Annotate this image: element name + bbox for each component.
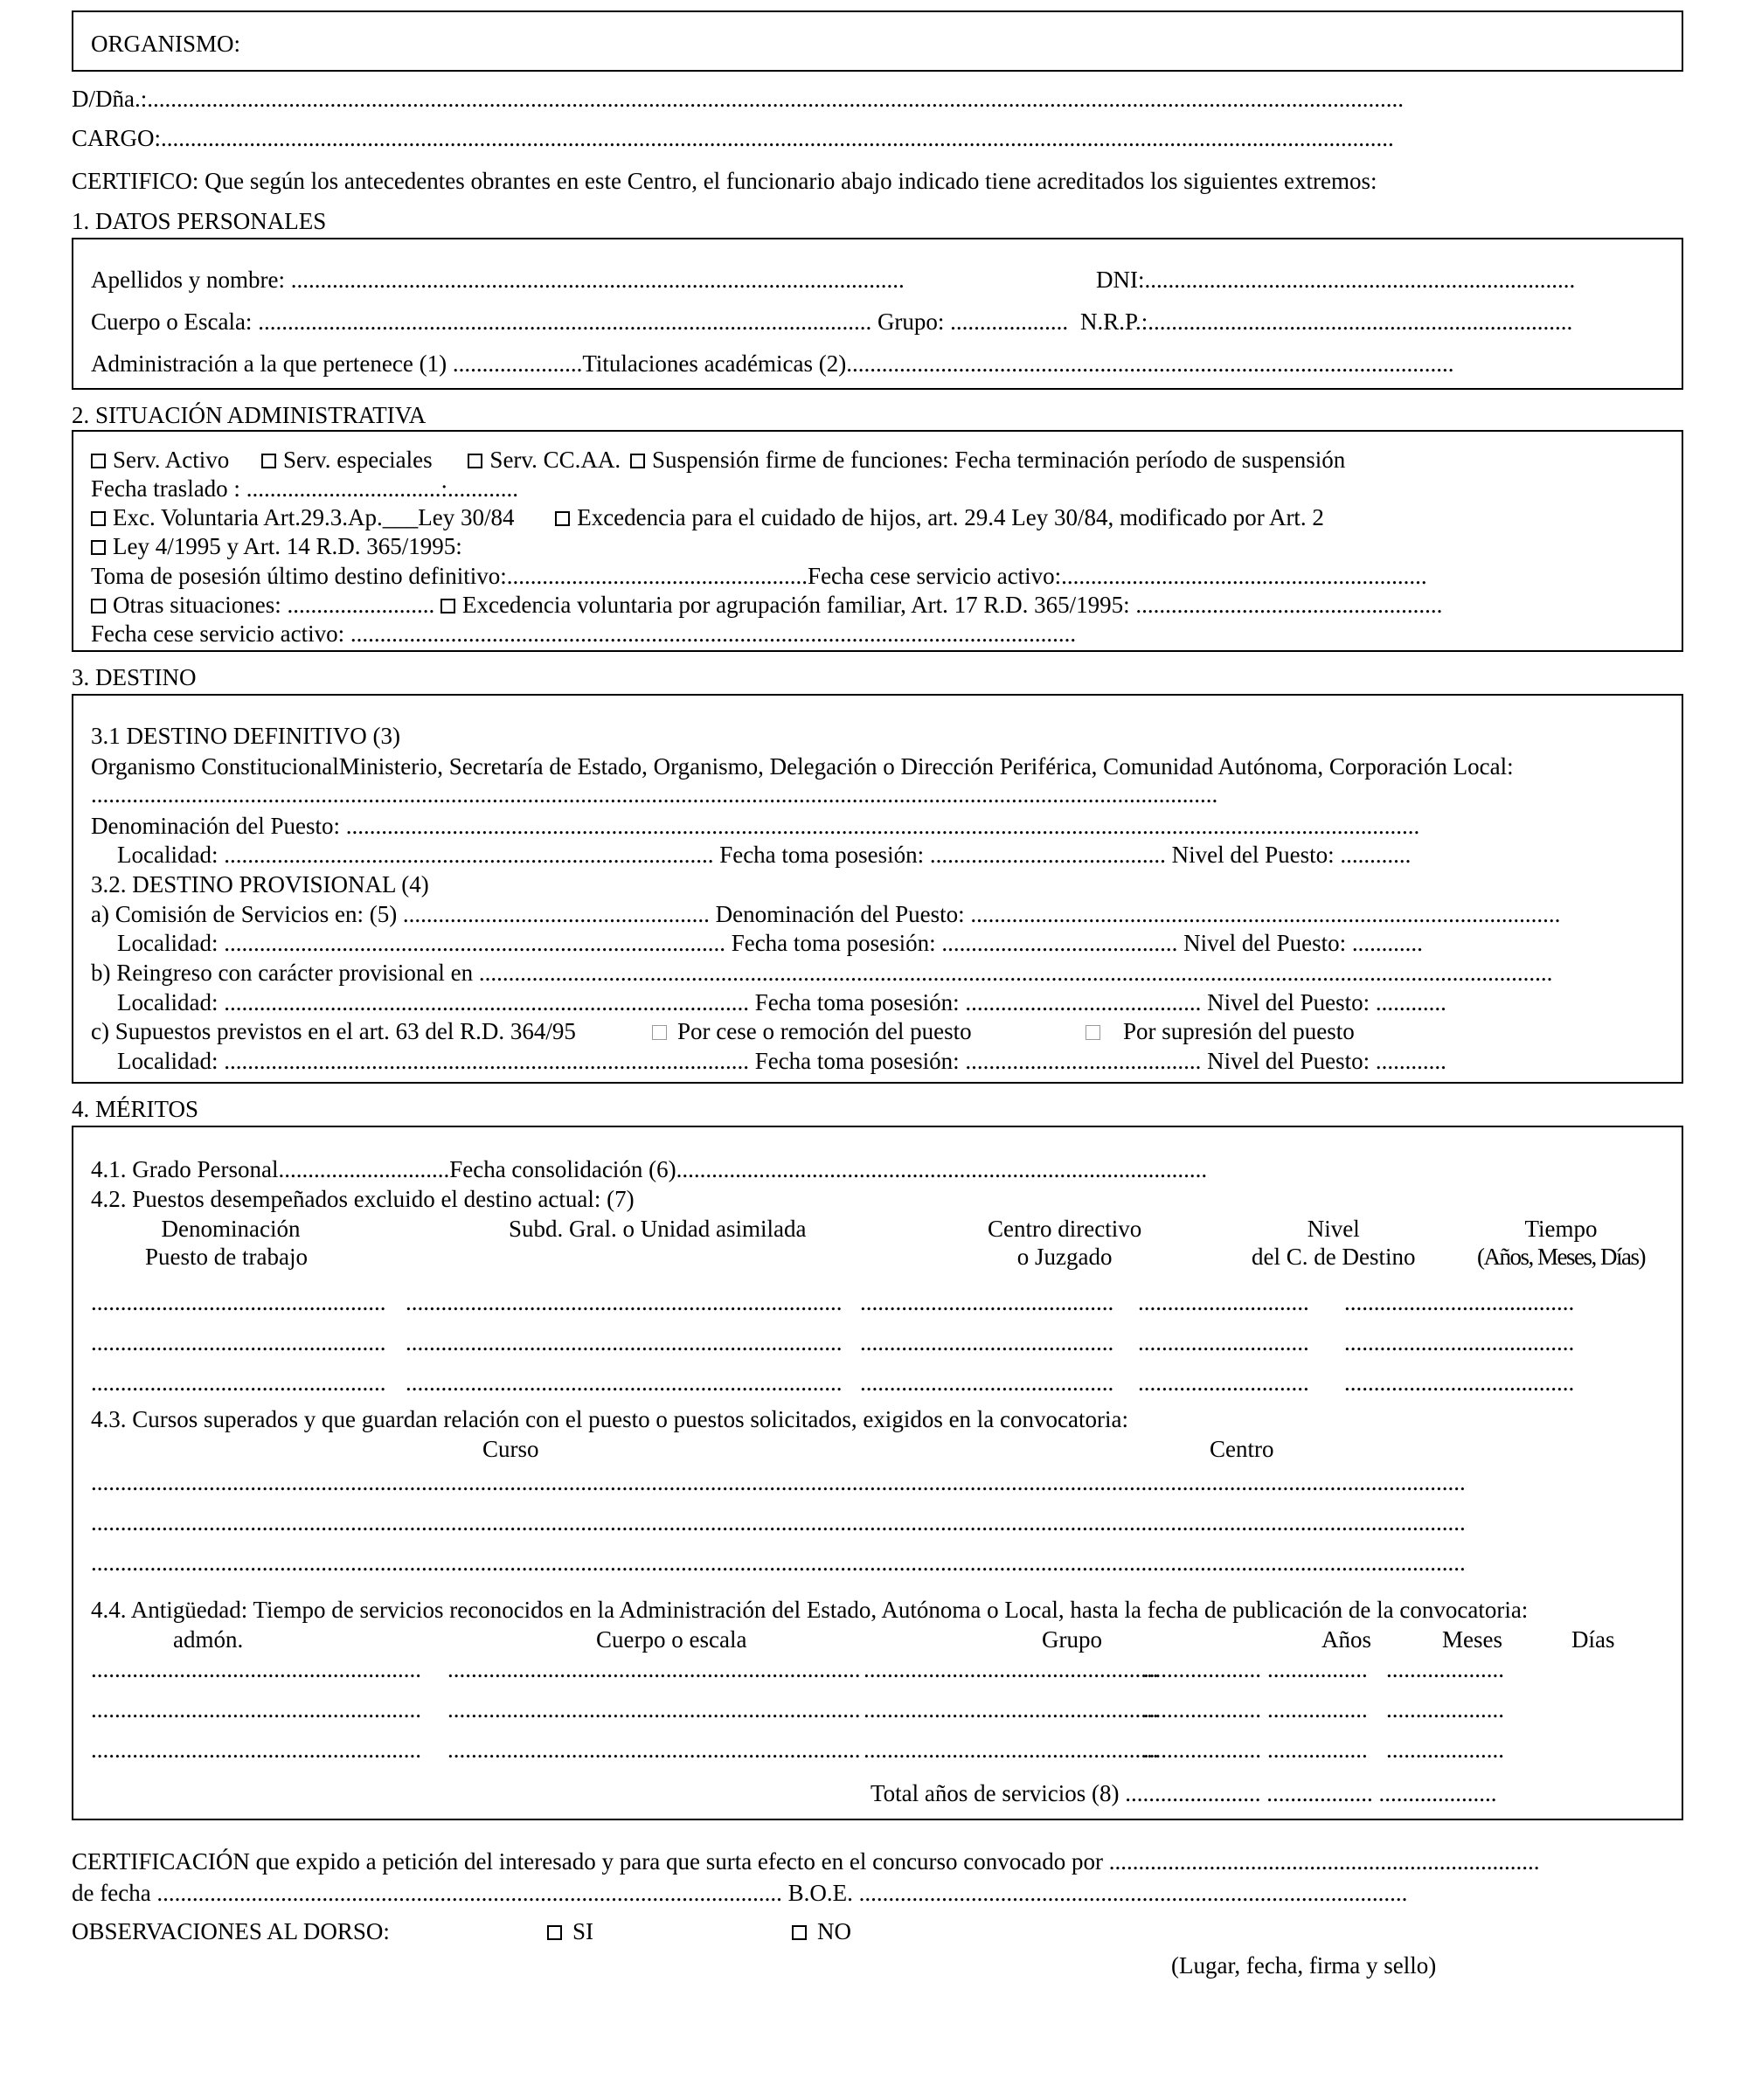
supuestos-label: c) Supuestos previstos en el art. 63 del R.D. 364/95 — [91, 1018, 576, 1044]
col-centro-header: Centro directivo o Juzgado — [988, 1216, 1142, 1270]
col-denominacion-header: Denominación Puesto de trabajo — [145, 1216, 308, 1270]
excedencia-hijos-checkbox[interactable]: Excedencia para el cuidado de hijos, art. 29.4 Ley 30/84, modificado por Art. 2 — [555, 504, 1324, 530]
col-nivel-header: Nivel del C. de Destino — [1252, 1216, 1416, 1270]
organismo-label: ORGANISMO: — [91, 31, 241, 57]
col-admon-header: admón. — [173, 1626, 244, 1653]
col-dias-header: Días — [1571, 1626, 1615, 1653]
certificacion-field[interactable]: CERTIFICACIÓN que expido a petición del interesado y para que surta efecto en el concurso convocado por ......................................................................... — [72, 1848, 1540, 1875]
curso-line[interactable]: ......................................................................................................................................................................................................................................... — [91, 1469, 1466, 1495]
puestos-desempenados-label: 4.2. Puestos desempeñados excluido el destino actual: (7) — [91, 1186, 635, 1212]
fecha-boe-field[interactable]: de fecha .......................................................................................................... B.O.E. ............................................................................................. — [72, 1880, 1408, 1906]
serv-ccaa-checkbox[interactable]: Serv. CC.AA. — [468, 447, 621, 473]
total-anos-row[interactable]: Total años de servicios (8) ....................... .................. .................... — [871, 1780, 1497, 1806]
reingreso-localidad-row[interactable]: Localidad: ......................................................................................... Fecha toma posesión: ........................................ Nivel del Puesto: ............ — [117, 989, 1446, 1015]
section-2-title: 2. SITUACIÓN ADMINISTRATIVA — [72, 402, 427, 428]
observaciones-label: OBSERVACIONES AL DORSO: — [72, 1918, 390, 1944]
supuestos-localidad-row[interactable]: Localidad: ......................................................................................... Fecha toma posesión: ........................................ Nivel del Puesto: ............ — [117, 1048, 1446, 1074]
col-cuerpo-header: Cuerpo o escala — [596, 1626, 747, 1653]
col-meses-header: Meses — [1442, 1626, 1502, 1653]
comision-servicios-row[interactable]: a) Comisión de Servicios en: (5) .................................................... Denominación del Puesto: .................................................................................................... — [91, 901, 1561, 927]
organismo-box — [72, 10, 1683, 72]
antiguedad-label: 4.4. Antigüedad: Tiempo de servicios reconocidos en la Administración del Estado, Autónoma o Local, hasta la fecha de publicación de la convocatoria: — [91, 1597, 1529, 1623]
section-4-title: 4. MÉRITOS — [72, 1096, 199, 1122]
col-centro-curso-header: Centro — [1210, 1436, 1274, 1462]
organismo-constitucional-label: Organismo ConstitucionalMinisterio, Secretaría de Estado, Organismo, Delegación o Dirección Periférica, Comunidad Autónoma, Corporación Local: — [91, 753, 1514, 780]
administracion-field[interactable]: Administración a la que pertenece (1) ......................Titulaciones académicas (2)....................................................................................................... — [91, 350, 1454, 377]
exc-voluntaria-checkbox[interactable]: Exc. Voluntaria Art.29.3.Ap.___Ley 30/84 — [91, 504, 514, 530]
observaciones-no-checkbox[interactable]: NO — [792, 1917, 851, 1945]
col-anos-header: Años — [1321, 1626, 1372, 1653]
curso-line[interactable]: ......................................................................................................................................................................................................................................... — [91, 1549, 1466, 1576]
situacion-row-1 — [91, 446, 1345, 474]
col-tiempo-header: Tiempo (Años, Meses, Días) — [1477, 1216, 1645, 1270]
certifico-text: CERTIFICO: Que según los antecedentes obrantes en este Centro, el funcionario abajo indicado tiene acreditados los siguientes extremos: — [72, 168, 1377, 194]
fecha-traslado-field[interactable]: Fecha traslado : .................................:............ — [91, 475, 518, 502]
organismo-constitucional-field[interactable]: ............................................................................................................................................................................................... — [91, 781, 1218, 807]
curso-line[interactable]: ......................................................................................................................................................................................................................................... — [91, 1509, 1466, 1535]
ley-checkbox[interactable]: Ley 4/1995 y Art. 14 R.D. 365/1995: — [91, 532, 462, 560]
destino-definitivo-title: 3.1 DESTINO DEFINITIVO (3) — [91, 723, 400, 749]
cursos-label: 4.3. Cursos superados y que guardan relación con el puesto o puestos solicitados, exigidos en la convocatoria: — [91, 1406, 1128, 1432]
situacion-row-3 — [91, 503, 1324, 531]
col-grupo-header: Grupo — [1042, 1626, 1102, 1653]
definitivo-localidad-row[interactable]: Localidad: ................................................................................... Fecha toma posesión: ........................................ Nivel del Puesto: ............ — [117, 842, 1412, 868]
destino-provisional-title: 3.2. DESTINO PROVISIONAL (4) — [91, 871, 429, 898]
comision-localidad-row[interactable]: Localidad: ..................................................................................... Fecha toma posesión: ........................................ Nivel del Puesto: ............ — [117, 930, 1423, 956]
otras-situaciones-checkbox[interactable]: Otras situaciones: ......................... — [91, 592, 434, 618]
cese-remocion-checkbox[interactable]: Por cese o remoción del puesto — [652, 1017, 972, 1045]
serv-especiales-checkbox[interactable]: Serv. especiales — [261, 447, 433, 473]
observaciones-si-checkbox[interactable]: SI — [547, 1917, 593, 1945]
grado-personal-field[interactable]: 4.1. Grado Personal.............................Fecha consolidación (6).......................................................................................... — [91, 1156, 1208, 1182]
serv-activo-checkbox[interactable]: Serv. Activo — [91, 447, 229, 473]
dni-field[interactable]: DNI:......................................................................... — [1096, 267, 1576, 293]
firma-label: (Lugar, fecha, firma y sello) — [1171, 1952, 1437, 1979]
suspension-checkbox[interactable]: Suspensión firme de funciones: Fecha terminación período de suspensión — [630, 447, 1345, 473]
section-3-title: 3. DESTINO — [72, 664, 197, 690]
supresion-checkbox[interactable]: Por supresión del puesto — [1086, 1017, 1355, 1045]
nrp-field[interactable]: N.R.P.:........................................................................ — [1080, 308, 1573, 335]
apellidos-field[interactable]: Apellidos y nombre: ........................................................................................................ — [91, 267, 905, 293]
agrupacion-familiar-checkbox[interactable]: Excedencia voluntaria por agrupación familiar, Art. 17 R.D. 365/1995: .................................................... — [440, 592, 1442, 618]
reingreso-row[interactable]: b) Reingreso con carácter provisional en ...................................................................................................................................................................................... — [91, 960, 1553, 986]
situacion-row-6 — [91, 591, 1442, 619]
fecha-cese-field[interactable]: Fecha cese servicio activo: ........................................................................................................................... — [91, 620, 1077, 647]
dna-field[interactable]: D/Dña.:..................................................................................................................................................................................................................... — [72, 86, 1404, 112]
certificate-form: ORGANISMO: D/Dña.:..................................................................................................................................................................................................................... CARGO:................................................................................................................................................................................................................. CERTIFICO: Que según los antecedentes obrantes en este Centro, el funcionario abajo indicado tiene acreditados los siguientes extremos: 1. DATOS PERSONALES Apellidos y nombre: ........................................................................................................ DNI:......................................................................... Cuerpo o Escala: ........................................................................................................ Grupo: .................... N.R.P.:........................................................................ Administración a la que pertenece (1) ......................Titulaciones académicas (2)....................................................................................................... 2. SITUACIÓN ADMINISTRATIVA Serv. Activo Serv. especiales Serv. CC.AA. Suspensión firme de funciones: Fecha terminación período de suspensión Fecha traslado : .................................:............ Exc. Voluntaria Art.29.3.Ap.___Ley 30/84 Excedencia para el cuidado de hijos, art. 29.4 Ley 30/84, modificado por Art. 2 Ley 4/1995 y Art. 14 R.D. 365/1995: Toma de posesión último destino definitivo:...................................................Fecha cese servicio activo:.............................................................. Otras situaciones: ......................... Excedencia voluntaria por agrupación familiar, Art. 17 R.D. 365/1995: .................................................... Fecha cese servicio activo: ........................................................................................................................... 3. DESTINO 3.1 DESTINO DEFINITIVO (3) Organismo ConstitucionalMinisterio, Secretaría de Estado, Organismo, Delegación o Dirección Periférica, Comunidad Autónoma, Corporación Local: ............................................................................................................................................................................................... Denominación del Puesto: ...................................................................................................................................................................................... Localidad: ................................................................................... Fecha toma posesión: ........................................ Nivel del Puesto: ............ 3.2. DESTINO PROVISIONAL (4) a) Comisión de Servicios en: (5) .................................................... Denominación del Puesto: .................................................................................................... Localidad: ..................................................................................... Fecha toma posesión: ........................................ Nivel del Puesto: ............ b) Reingreso con carácter provisional en ...................................................................................................................................................................................... Localidad: ......................................................................................... Fecha toma posesión: ........................................ Nivel del Puesto: ............ c) Supuestos previstos en el art. 63 del R.D. 364/95 Por cese o remoción del puesto Por supresión del puesto Localidad: ......................................................................................... Fecha toma posesión: ........................................ Nivel del Puesto: ............ 4. MÉRITOS 4.1. Grado Personal.............................Fecha consolidación (6).......................................................................................... 4.2. Puestos desempeñados excluido el destino actual: (7) Denominación Puesto de trabajo Subd. Gral. o Unidad asimilada Centro directivo o Juzgado Nivel del C. de Destino Tiempo (Años, Meses, Días) .................................................. .......................................................................... ........................................... ............................. ....................................... .................................................. .......................................................................... ........................................... ............................. ....................................... .................................................. .......................................................................... ........................................... ............................. ....................................... 4.3. Cursos superados y que guardan relación con el puesto o puestos solicitados, exigidos en la convocatoria: Curso Centro ......................................................................................................................................................................................................................................... ......................................................................................................................................................................................................................................... ......................................................................................................................................................................................................................................... 4.4. Antigüedad: Tiempo de servicios reconocidos en la Administración del Estado, Autónoma o Local, hasta la fecha de publicación de la convocatoria: admón. Cuerpo o escala Grupo Años Meses Días ........................................................ ...................................................................... .................................................. .................... ................. .................... ........................................................ ...................................................................... .................................................. .................... ................. .................... ........................................................ ...................................................................... .................................................. .................... ................. .................... Total años de servicios (8) ....................... .................. .................... CERTIFICACIÓN que expido a petición del interesado y para que surta efecto en el concurso convocado por ......................................................................... de fecha .......................................................................................................... B.O.E. ............................................................................................. OBSERVACIONES AL DORSO: SI NO (Lugar, fecha, firma y sello) — [0, 0, 1748, 2100]
col-subd-header: Subd. Gral. o Unidad asimilada — [509, 1216, 807, 1242]
col-curso-header: Curso — [482, 1436, 539, 1462]
toma-posesion-field[interactable]: Toma de posesión último destino definitivo:...................................................Fecha cese servicio activo:.............................................................. — [91, 563, 1427, 589]
cargo-field[interactable]: CARGO:................................................................................................................................................................................................................. — [72, 125, 1394, 151]
section-1-title: 1. DATOS PERSONALES — [72, 208, 327, 234]
cuerpo-grupo-field[interactable]: Cuerpo o Escala: ........................................................................................................ Grupo: .................... — [91, 308, 1069, 335]
denominacion-puesto-field[interactable]: Denominación del Puesto: ...................................................................................................................................................................................... — [91, 813, 1420, 839]
